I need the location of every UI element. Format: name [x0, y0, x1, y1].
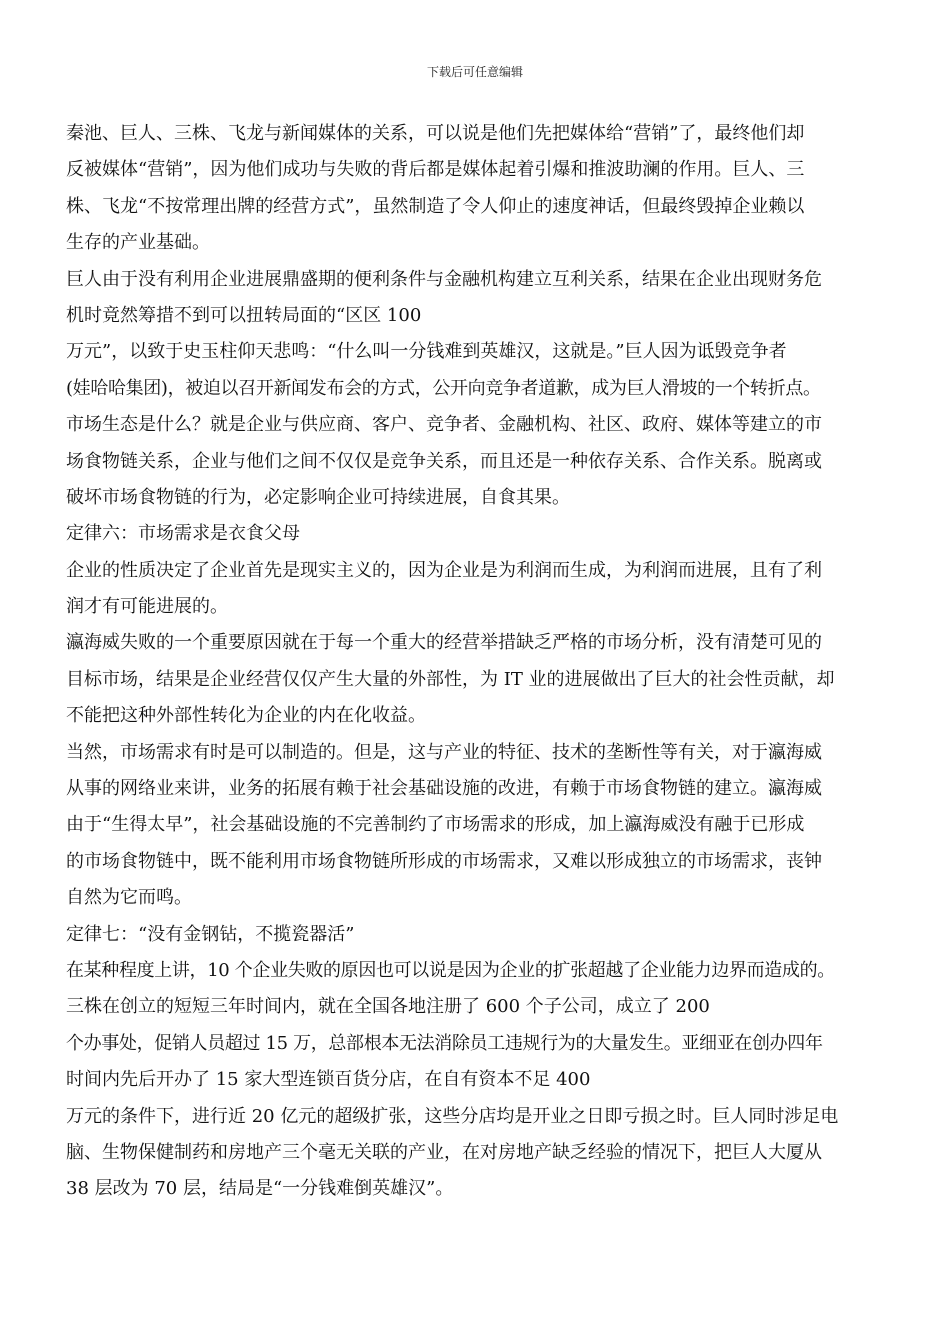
text-line: 当然，市场需求有时是可以制造的。但是，这与产业的特征、技术的垄断性等有关，对于瀛海威 — [66, 741, 822, 763]
text-line: 瀛海威失败的一个重要原因就在于每一个重大的经营举措缺乏严格的市场分析，没有清楚可见的 — [66, 632, 822, 654]
text-line: 场食物链关系，企业与他们之间不仅仅是竞争关系，而且还是一种依存关系、合作关系。脱离或 — [66, 450, 822, 472]
text-line: 38 层改为 70 层，结局是“一分钱难倒英雄汉”。 — [66, 1178, 454, 1200]
text-line: 从事的网络业来讲，业务的拓展有赖于社会基础设施的改进，有赖于市场食物链的建立。瀛海威 — [66, 778, 822, 800]
text-line: 破坏市场食物链的行为，必定影响企业可持续进展，自食其果。 — [66, 486, 570, 508]
text-line: 反被媒体“营销”，因为他们成功与失败的背后都是媒体起着引爆和推波助澜的作用。巨人、三 — [66, 159, 805, 181]
text-line: 秦池、巨人、三株、飞龙与新闻媒体的关系，可以说是他们先把媒体给“营销”了，最终他们却 — [66, 123, 805, 144]
text-line: 三株在创立的短短三年时间内，就在全国各地注册了 600 个子公司，成立了 200 — [66, 996, 710, 1018]
text-line: 不能把这种外部性转化为企业的内在化收益。 — [66, 705, 426, 727]
text-line: 时间内先后开办了 15 家大型连锁百货分店，在自有资本不足 400 — [66, 1069, 591, 1091]
text-line: 企业的性质决定了企业首先是现实主义的，因为企业是为利润而生成，为利润而进展，且有了利 — [66, 559, 822, 581]
text-line: 在某种程度上讲，10 个企业失败的原因也可以说是因为企业的扩张超越了企业能力边界而造成的。 — [66, 959, 835, 981]
text-line: 由于“生得太早”，社会基础设施的不完善制约了市场需求的形成，加上瀛海威没有融于已形成 — [66, 814, 805, 836]
section-heading: 定律六：市场需求是衣食父母 — [66, 523, 300, 545]
text-line: (娃哈哈集团)，被迫以召开新闻发布会的方式，公开向竞争者道歉，成为巨人滑坡的一个转折点。 — [66, 377, 821, 399]
text-line: 万元”，以致于史玉柱仰天悲鸣：“什么叫一分钱难到英雄汉，这就是。”巨人因为诋毁竞争者 — [66, 341, 787, 363]
page-header: 下载后可任意编辑 — [426, 65, 523, 79]
text-line: 润才有可能进展的。 — [66, 596, 228, 618]
text-line: 生存的产业基础。 — [66, 232, 210, 254]
text-line: 万元的条件下，进行近 20 亿元的超级扩张，这些分店均是开业之日即亏损之时。巨人同时涉足电 — [66, 1105, 839, 1127]
section-heading: 定律七：“没有金钢钻，不揽瓷器活” — [66, 923, 355, 945]
document-body — [66, 116, 886, 1208]
text-line: 株、飞龙“不按常理出牌的经营方式”，虽然制造了令人仰止的速度神话，但最终毁掉企业赖以 — [66, 195, 805, 217]
text-line: 的市场食物链中，既不能利用市场食物链所形成的市场需求，又难以形成独立的市场需求，丧钟 — [66, 850, 822, 872]
text-line: 脑、生物保健制药和房地产三个毫无关联的产业，在对房地产缺乏经验的情况下，把巨人大厦从 — [66, 1141, 822, 1163]
text-line: 个办事处，促销人员超过 15 万，总部根本无法消除员工违规行为的大量发生。亚细亚在创办四年 — [66, 1032, 823, 1054]
text-line: 巨人由于没有利用企业进展鼎盛期的便利条件与金融机构建立互利关系，结果在企业出现财务危 — [66, 268, 822, 290]
text-line: 机时竟然筹措不到可以扭转局面的“区区 100 — [66, 304, 422, 326]
text-line: 目标市场，结果是企业经营仅仅产生大量的外部性，为 IT 业的进展做出了巨大的社会性贡献，却 — [66, 668, 835, 690]
text-line: 自然为它而鸣。 — [66, 887, 192, 909]
text-line: 市场生态是什么？就是企业与供应商、客户、竞争者、金融机构、社区、政府、媒体等建立的市 — [66, 414, 822, 436]
